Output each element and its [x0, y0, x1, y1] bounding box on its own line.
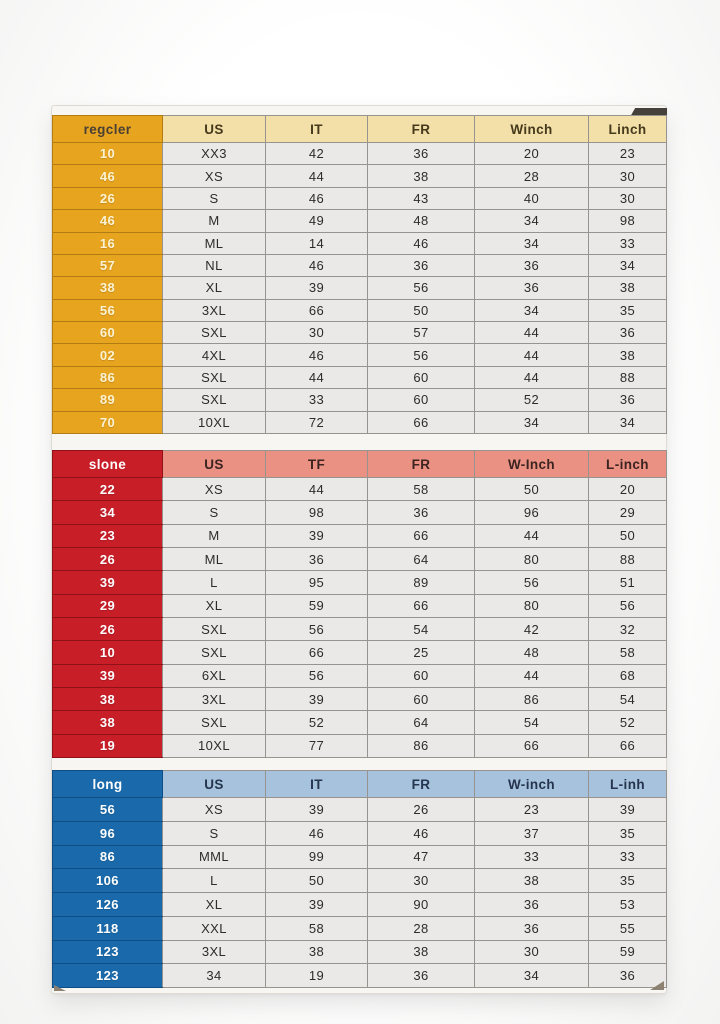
value-cell: 23: [589, 143, 667, 165]
value-cell: 60: [368, 687, 475, 710]
value-cell: 46: [266, 344, 368, 366]
size-label-cell: 57: [53, 254, 163, 276]
value-cell: 4XL: [163, 344, 266, 366]
value-cell: 58: [589, 641, 667, 664]
value-cell: 30: [266, 322, 368, 344]
value-cell: 57: [368, 322, 475, 344]
value-cell: L: [163, 571, 266, 594]
value-cell: XXL: [163, 916, 266, 940]
value-cell: 38: [368, 165, 475, 187]
size-label-cell: 26: [53, 617, 163, 640]
size-label-cell: 38: [53, 687, 163, 710]
header-row: [53, 451, 667, 478]
value-cell: 54: [368, 617, 475, 640]
value-cell: 38: [475, 869, 589, 893]
column-header: US: [163, 116, 266, 143]
value-cell: 38: [589, 344, 667, 366]
column-header: TF: [266, 451, 368, 478]
size-label-cell: 26: [53, 187, 163, 209]
size-label-cell: 86: [53, 366, 163, 388]
value-cell: SXL: [163, 322, 266, 344]
column-header: FR: [368, 116, 475, 143]
value-cell: 43: [368, 187, 475, 209]
size-label-cell: 60: [53, 322, 163, 344]
value-cell: 34: [589, 254, 667, 276]
table-row: [53, 964, 667, 988]
value-cell: 56: [589, 594, 667, 617]
value-cell: 60: [368, 389, 475, 411]
value-cell: 46: [368, 821, 475, 845]
value-cell: XL: [163, 893, 266, 917]
value-cell: 36: [266, 547, 368, 570]
column-header: FR: [368, 451, 475, 478]
column-header: US: [163, 451, 266, 478]
value-cell: SXL: [163, 366, 266, 388]
value-cell: 59: [266, 594, 368, 617]
size-label-cell: 96: [53, 821, 163, 845]
header-row: [53, 771, 667, 798]
value-cell: 42: [266, 143, 368, 165]
value-cell: 34: [163, 964, 266, 988]
size-label-cell: 118: [53, 916, 163, 940]
value-cell: 47: [368, 845, 475, 869]
value-cell: 46: [266, 187, 368, 209]
value-cell: 36: [368, 964, 475, 988]
value-cell: 36: [475, 254, 589, 276]
size-label-cell: 86: [53, 845, 163, 869]
value-cell: 32: [589, 617, 667, 640]
value-cell: 33: [589, 232, 667, 254]
value-cell: 56: [475, 571, 589, 594]
value-cell: 10XL: [163, 734, 266, 757]
value-cell: 77: [266, 734, 368, 757]
size-label-cell: 22: [53, 478, 163, 501]
value-cell: 58: [368, 478, 475, 501]
value-cell: 34: [475, 964, 589, 988]
value-cell: 34: [475, 232, 589, 254]
value-cell: 25: [368, 641, 475, 664]
table-row: [53, 524, 667, 547]
value-cell: 98: [589, 210, 667, 232]
value-cell: 44: [475, 524, 589, 547]
value-cell: 20: [475, 143, 589, 165]
value-cell: 36: [368, 501, 475, 524]
size-table-slim: [52, 450, 667, 758]
table-row: [53, 187, 667, 209]
value-cell: 86: [475, 687, 589, 710]
header-row: [53, 116, 667, 143]
value-cell: S: [163, 187, 266, 209]
table-row: [53, 869, 667, 893]
value-cell: NL: [163, 254, 266, 276]
value-cell: 39: [266, 687, 368, 710]
value-cell: 36: [368, 143, 475, 165]
value-cell: 39: [589, 798, 667, 822]
value-cell: 50: [266, 869, 368, 893]
value-cell: 50: [475, 478, 589, 501]
value-cell: 19: [266, 964, 368, 988]
size-label-cell: 38: [53, 711, 163, 734]
value-cell: 39: [266, 524, 368, 547]
value-cell: 48: [475, 641, 589, 664]
value-cell: 46: [266, 254, 368, 276]
value-cell: 33: [266, 389, 368, 411]
value-cell: 68: [589, 664, 667, 687]
value-cell: 59: [589, 940, 667, 964]
table-row: [53, 478, 667, 501]
value-cell: 28: [475, 165, 589, 187]
size-label-cell: 56: [53, 299, 163, 321]
value-cell: 39: [266, 893, 368, 917]
value-cell: 3XL: [163, 940, 266, 964]
table-row: [53, 617, 667, 640]
value-cell: 60: [368, 664, 475, 687]
size-label-cell: 56: [53, 798, 163, 822]
value-cell: 50: [368, 299, 475, 321]
value-cell: 20: [589, 478, 667, 501]
value-cell: 33: [475, 845, 589, 869]
value-cell: XL: [163, 594, 266, 617]
column-header: Linch: [589, 116, 667, 143]
value-cell: 35: [589, 869, 667, 893]
value-cell: 56: [368, 277, 475, 299]
value-cell: 56: [266, 617, 368, 640]
value-cell: 3XL: [163, 299, 266, 321]
value-cell: 23: [475, 798, 589, 822]
size-label-cell: 123: [53, 964, 163, 988]
value-cell: 49: [266, 210, 368, 232]
table-row: [53, 210, 667, 232]
column-header: IT: [266, 771, 368, 798]
value-cell: 88: [589, 366, 667, 388]
table-row: [53, 641, 667, 664]
value-cell: 44: [475, 366, 589, 388]
value-cell: 44: [266, 165, 368, 187]
size-label-cell: 10: [53, 641, 163, 664]
value-cell: ML: [163, 547, 266, 570]
value-cell: 30: [368, 869, 475, 893]
value-cell: 89: [368, 571, 475, 594]
value-cell: 64: [368, 711, 475, 734]
value-cell: 33: [589, 845, 667, 869]
table-row: [53, 687, 667, 710]
value-cell: 72: [266, 411, 368, 434]
value-cell: 42: [475, 617, 589, 640]
table-row: [53, 232, 667, 254]
value-cell: 98: [266, 501, 368, 524]
table-row: [53, 299, 667, 321]
table-row: [53, 344, 667, 366]
column-header: US: [163, 771, 266, 798]
value-cell: SXL: [163, 617, 266, 640]
value-cell: 46: [368, 232, 475, 254]
value-cell: 66: [589, 734, 667, 757]
value-cell: SXL: [163, 389, 266, 411]
value-cell: XL: [163, 277, 266, 299]
column-header: L-inch: [589, 451, 667, 478]
value-cell: SXL: [163, 641, 266, 664]
table-row: [53, 798, 667, 822]
table-title-cell: slone: [53, 451, 163, 478]
product-box: [52, 106, 666, 993]
value-cell: 66: [475, 734, 589, 757]
value-cell: 86: [368, 734, 475, 757]
size-label-cell: 89: [53, 389, 163, 411]
value-cell: 66: [368, 594, 475, 617]
size-label-cell: 23: [53, 524, 163, 547]
value-cell: MML: [163, 845, 266, 869]
value-cell: 29: [589, 501, 667, 524]
value-cell: 54: [475, 711, 589, 734]
value-cell: SXL: [163, 711, 266, 734]
value-cell: 64: [368, 547, 475, 570]
value-cell: 60: [368, 366, 475, 388]
table-row: [53, 389, 667, 411]
value-cell: 38: [266, 940, 368, 964]
value-cell: 34: [475, 210, 589, 232]
table-row: [53, 411, 667, 434]
value-cell: 90: [368, 893, 475, 917]
size-label-cell: 38: [53, 277, 163, 299]
value-cell: 46: [266, 821, 368, 845]
value-cell: 48: [368, 210, 475, 232]
table-row: [53, 711, 667, 734]
value-cell: 88: [589, 547, 667, 570]
value-cell: 80: [475, 547, 589, 570]
column-header: FR: [368, 771, 475, 798]
value-cell: 36: [589, 389, 667, 411]
value-cell: 52: [589, 711, 667, 734]
value-cell: 96: [475, 501, 589, 524]
value-cell: 44: [266, 366, 368, 388]
value-cell: 39: [266, 798, 368, 822]
value-cell: 52: [475, 389, 589, 411]
value-cell: 99: [266, 845, 368, 869]
value-cell: 38: [368, 940, 475, 964]
value-cell: 14: [266, 232, 368, 254]
value-cell: 54: [589, 687, 667, 710]
value-cell: 36: [475, 277, 589, 299]
table-row: [53, 165, 667, 187]
table-row: [53, 916, 667, 940]
value-cell: 26: [368, 798, 475, 822]
value-cell: 34: [475, 299, 589, 321]
value-cell: 52: [266, 711, 368, 734]
value-cell: 34: [589, 411, 667, 434]
value-cell: 44: [475, 664, 589, 687]
size-table-long: [52, 770, 667, 988]
value-cell: S: [163, 501, 266, 524]
column-header: Winch: [475, 116, 589, 143]
value-cell: 44: [266, 478, 368, 501]
value-cell: 56: [266, 664, 368, 687]
value-cell: 66: [266, 641, 368, 664]
size-label-cell: 16: [53, 232, 163, 254]
table-row: [53, 571, 667, 594]
size-label-cell: 126: [53, 893, 163, 917]
table-row: [53, 277, 667, 299]
value-cell: 36: [589, 964, 667, 988]
value-cell: XS: [163, 798, 266, 822]
size-label-cell: 29: [53, 594, 163, 617]
value-cell: 44: [475, 344, 589, 366]
value-cell: 30: [475, 940, 589, 964]
value-cell: 36: [589, 322, 667, 344]
value-cell: 6XL: [163, 664, 266, 687]
value-cell: 39: [266, 277, 368, 299]
value-cell: 36: [475, 916, 589, 940]
value-cell: XS: [163, 478, 266, 501]
value-cell: 58: [266, 916, 368, 940]
size-label-cell: 106: [53, 869, 163, 893]
value-cell: ML: [163, 232, 266, 254]
table-row: [53, 547, 667, 570]
column-header: W-Inch: [475, 451, 589, 478]
value-cell: 37: [475, 821, 589, 845]
size-label-cell: 46: [53, 210, 163, 232]
value-cell: 34: [475, 411, 589, 434]
size-table-regular: [52, 115, 667, 434]
value-cell: M: [163, 524, 266, 547]
table-row: [53, 366, 667, 388]
value-cell: 28: [368, 916, 475, 940]
value-cell: 35: [589, 299, 667, 321]
size-label-cell: 39: [53, 571, 163, 594]
table-row: [53, 254, 667, 276]
value-cell: 53: [589, 893, 667, 917]
table-row: [53, 501, 667, 524]
table-row: [53, 845, 667, 869]
value-cell: 55: [589, 916, 667, 940]
value-cell: 10XL: [163, 411, 266, 434]
value-cell: 66: [368, 524, 475, 547]
value-cell: M: [163, 210, 266, 232]
value-cell: 30: [589, 165, 667, 187]
value-cell: 38: [589, 277, 667, 299]
value-cell: 56: [368, 344, 475, 366]
value-cell: S: [163, 821, 266, 845]
value-cell: 50: [589, 524, 667, 547]
value-cell: L: [163, 869, 266, 893]
value-cell: 35: [589, 821, 667, 845]
size-label-cell: 70: [53, 411, 163, 434]
size-label-cell: 34: [53, 501, 163, 524]
column-header: L-inh: [589, 771, 667, 798]
table-row: [53, 594, 667, 617]
table-row: [53, 821, 667, 845]
size-label-cell: 123: [53, 940, 163, 964]
size-label-cell: 39: [53, 664, 163, 687]
table-title-cell: regcler: [53, 116, 163, 143]
table-row: [53, 322, 667, 344]
table-row: [53, 734, 667, 757]
table-row: [53, 143, 667, 165]
value-cell: XX3: [163, 143, 266, 165]
size-label-cell: 02: [53, 344, 163, 366]
size-label-cell: 10: [53, 143, 163, 165]
value-cell: 36: [368, 254, 475, 276]
size-label-cell: 26: [53, 547, 163, 570]
column-header: W-inch: [475, 771, 589, 798]
value-cell: 40: [475, 187, 589, 209]
size-label-cell: 46: [53, 165, 163, 187]
value-cell: 30: [589, 187, 667, 209]
value-cell: 36: [475, 893, 589, 917]
value-cell: 51: [589, 571, 667, 594]
value-cell: 44: [475, 322, 589, 344]
table-row: [53, 664, 667, 687]
value-cell: 66: [368, 411, 475, 434]
value-cell: 95: [266, 571, 368, 594]
table-row: [53, 940, 667, 964]
size-label-cell: 19: [53, 734, 163, 757]
table-row: [53, 893, 667, 917]
table-title-cell: long: [53, 771, 163, 798]
value-cell: 3XL: [163, 687, 266, 710]
column-header: IT: [266, 116, 368, 143]
value-cell: 66: [266, 299, 368, 321]
value-cell: XS: [163, 165, 266, 187]
value-cell: 80: [475, 594, 589, 617]
